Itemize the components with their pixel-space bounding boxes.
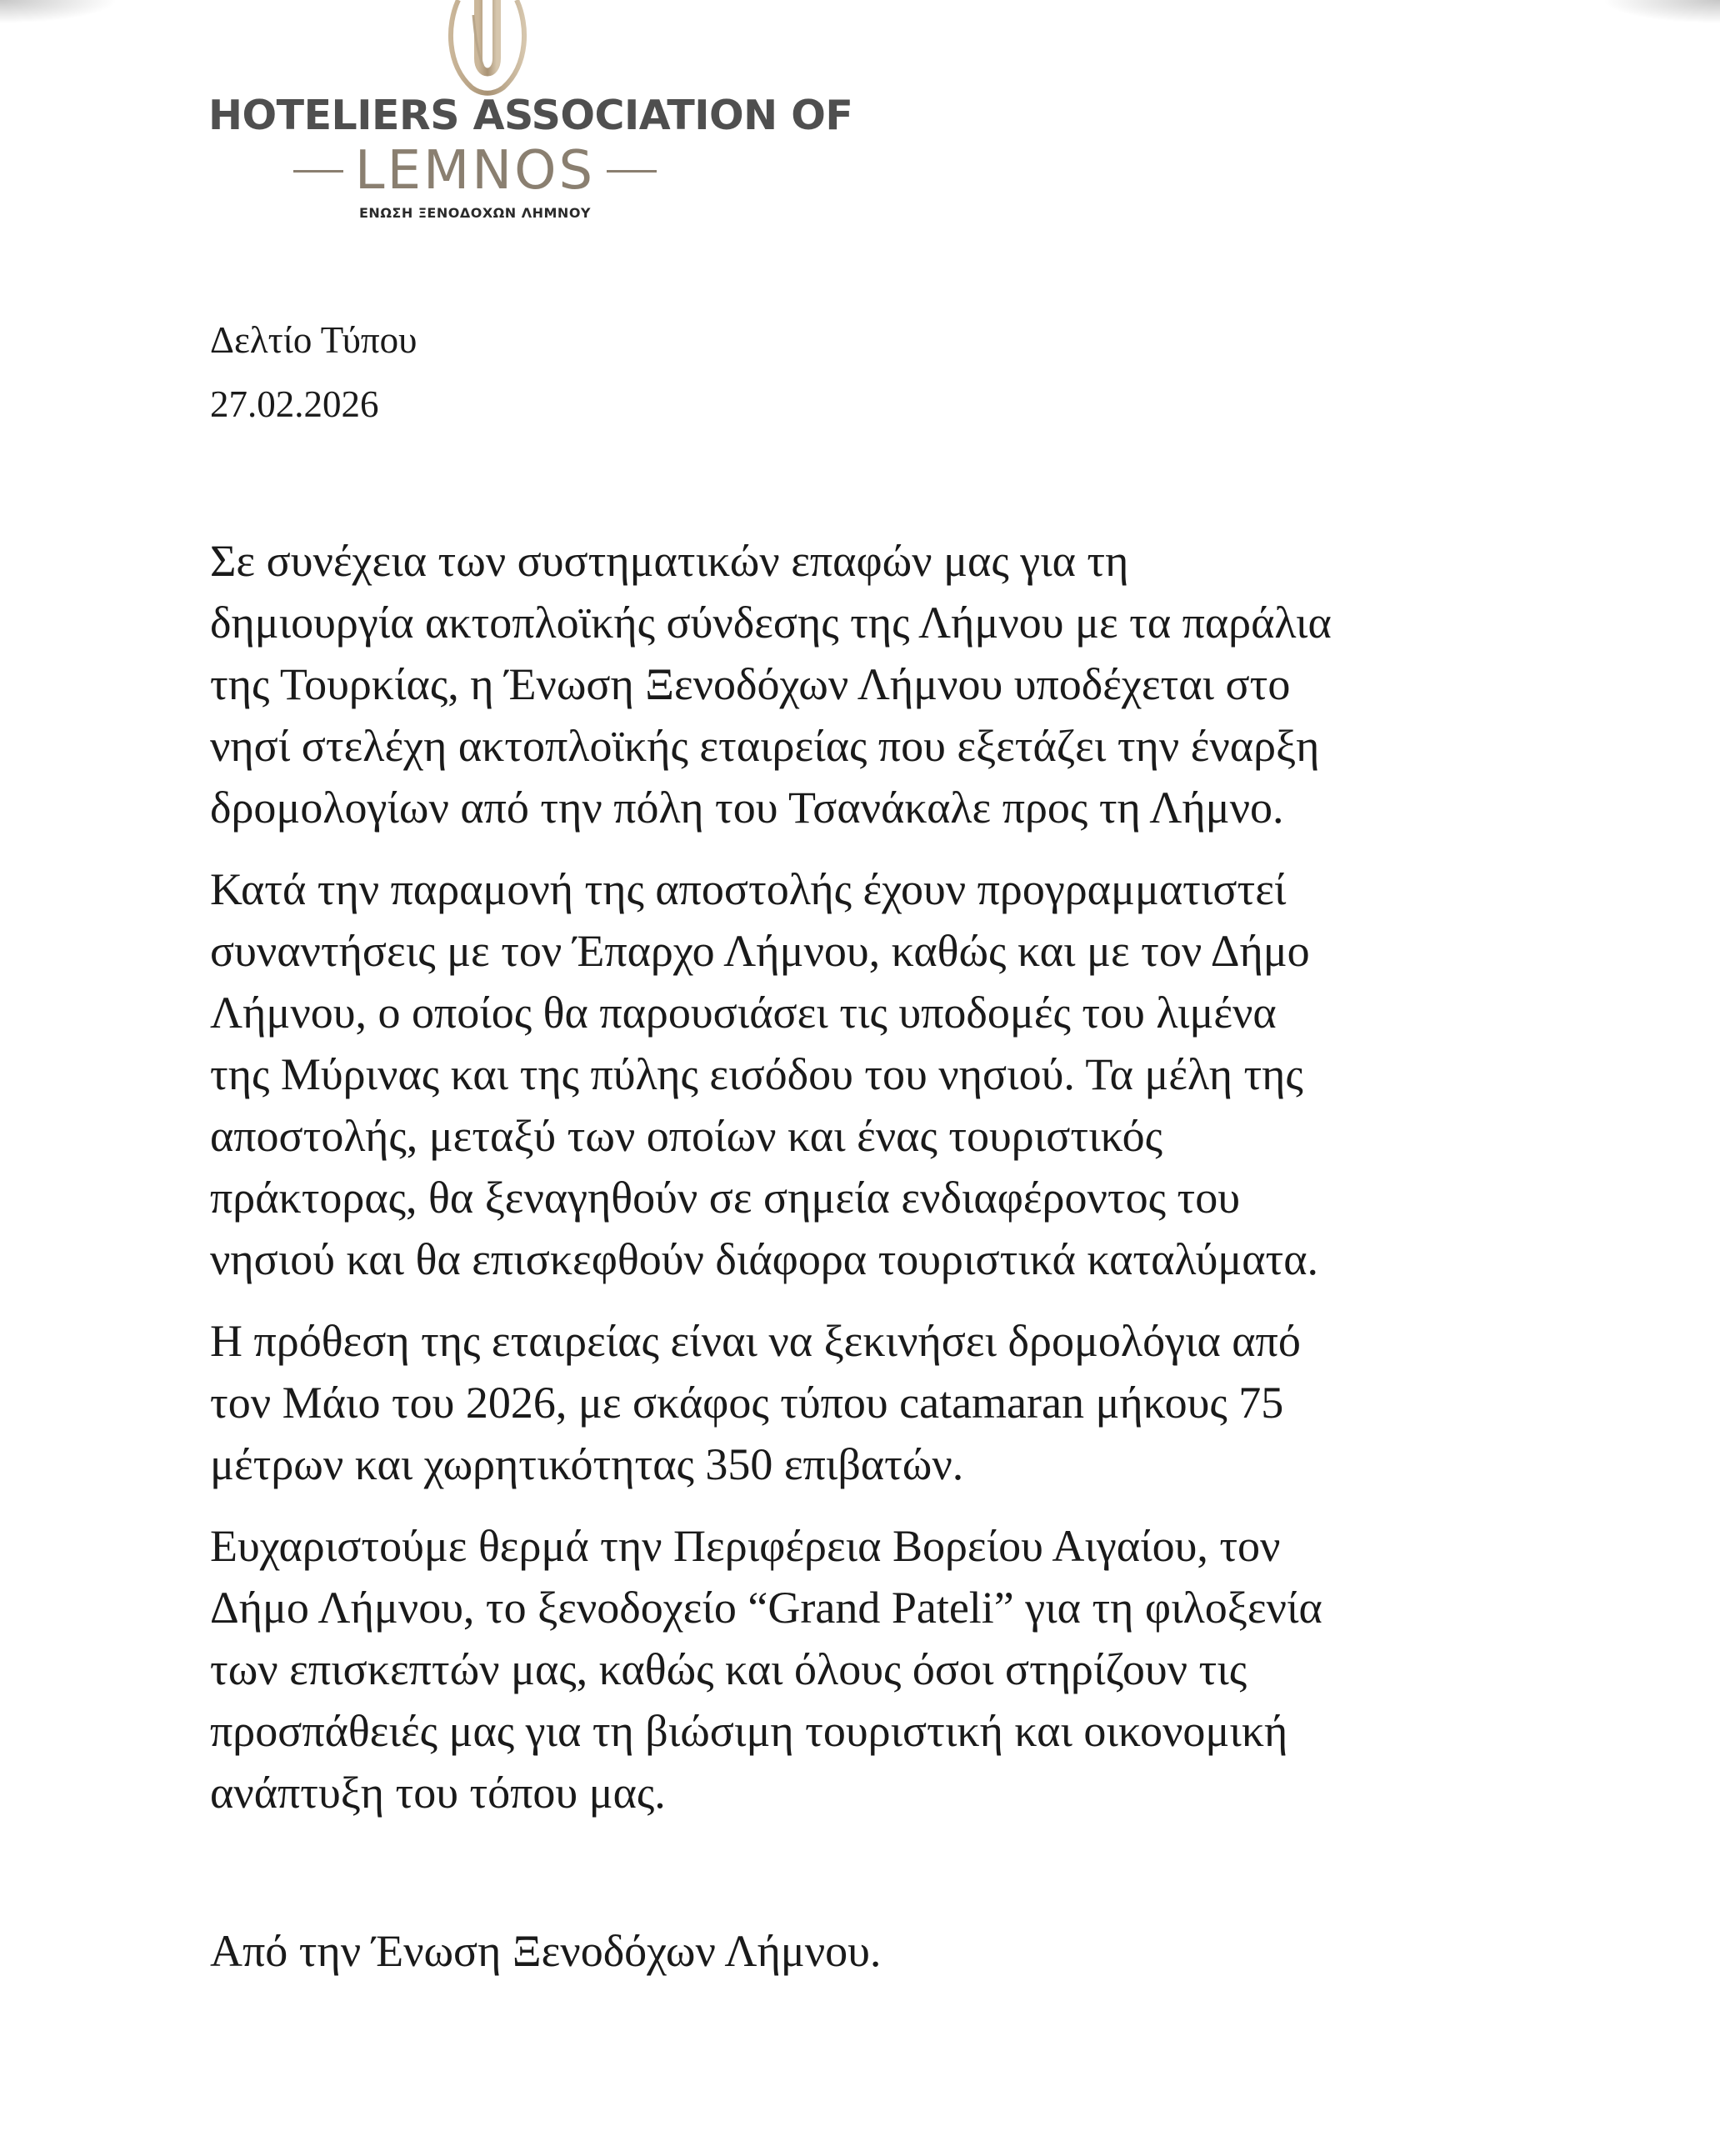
text-line: Η πρόθεση της εταιρείας είναι να ξεκινήσει δρομολόγια από <box>210 1316 1301 1366</box>
document-type: Δελτίο Τύπου <box>210 319 418 361</box>
paragraph <box>210 1310 1560 1495</box>
paragraph <box>210 1515 1560 1823</box>
org-name-place-row <box>292 142 658 200</box>
decorative-rule-right <box>607 170 657 173</box>
text-line: Κατά την παραμονή της αποστολής έχουν προγραμματιστεί <box>210 864 1287 914</box>
text-line: νησιού και θα επισκεφθούν διάφορα τουριστικά καταλύματα. <box>210 1234 1319 1284</box>
org-name-english: HOTELIERS ASSOCIATION OF <box>208 92 853 139</box>
text-line: μέτρων και χωρητικότητας 350 επιβατών. <box>210 1439 964 1489</box>
press-release-body <box>210 530 1560 1843</box>
paragraph <box>210 530 1560 838</box>
text-line: πράκτορας, θα ξεναγηθούν σε σημεία ενδιαφέροντος του <box>210 1173 1240 1223</box>
text-line: τον Μάιο του 2026, με σκάφος τύπου catamaran μήκους 75 <box>210 1378 1284 1428</box>
org-name-place: LEMNOS <box>354 140 596 202</box>
decorative-rule-left <box>293 170 343 173</box>
text-line: Λήμνου, ο οποίος θα παρουσιάσει τις υποδομές του λιμένα <box>210 988 1277 1038</box>
signoff: Από την Ένωση Ξενοδόχων Λήμνου. <box>210 1926 882 1976</box>
text-line: ανάπτυξη του τόπου μας. <box>210 1768 666 1818</box>
text-line: νησί στελέχη ακτοπλοϊκής εταιρείας που εξετάζει την έναρξη <box>210 721 1320 771</box>
document-date: 27.02.2026 <box>210 383 379 425</box>
text-line: της Μύρινας και της πύλης εισόδου του νησιού. Τα μέλη της <box>210 1049 1303 1099</box>
paragraph <box>210 858 1560 1290</box>
text-line: δρομολογίων από την πόλη του Τσανάκαλε προς τη Λήμνο. <box>210 783 1284 833</box>
text-line: αποστολής, μεταξύ των οποίων και ένας τουριστικός <box>210 1111 1163 1161</box>
text-line: προσπάθειές μας για τη βιώσιμη τουριστική και οικονομική <box>210 1706 1288 1756</box>
letterhead <box>200 0 853 233</box>
text-line: Ευχαριστούμε θερμά την Περιφέρεια Βορείου Αιγαίου, τον <box>210 1521 1281 1571</box>
text-line: των επισκεπτών μας, καθώς και όλους όσοι στηρίζουν τις <box>210 1644 1248 1694</box>
text-line: Δήμο Λήμνου, το ξενοδοχείο “Grand Pateli” για τη φιλοξενία <box>210 1583 1322 1633</box>
text-line: δημιουργία ακτοπλοϊκής σύνδεσης της Λήμνου με τα παράλια <box>210 598 1332 648</box>
text-line: της Τουρκίας, η Ένωση Ξενοδόχων Λήμνου υποδέχεται στο <box>210 659 1291 709</box>
page-corner-shadow-right <box>1553 0 1720 33</box>
text-line: συναντήσεις με τον Έπαρχο Λήμνου, καθώς και με τον Δήμο <box>210 926 1310 976</box>
org-name-greek: ΕΝΩΣΗ ΞΕΝΟΔΟΧΩΝ ΛΗΜΝΟΥ <box>359 205 591 221</box>
page-corner-shadow-left <box>0 0 167 33</box>
text-line: Σε συνέχεια των συστηματικών επαφών μας για τη <box>210 536 1129 586</box>
column-emblem-icon <box>442 0 533 96</box>
